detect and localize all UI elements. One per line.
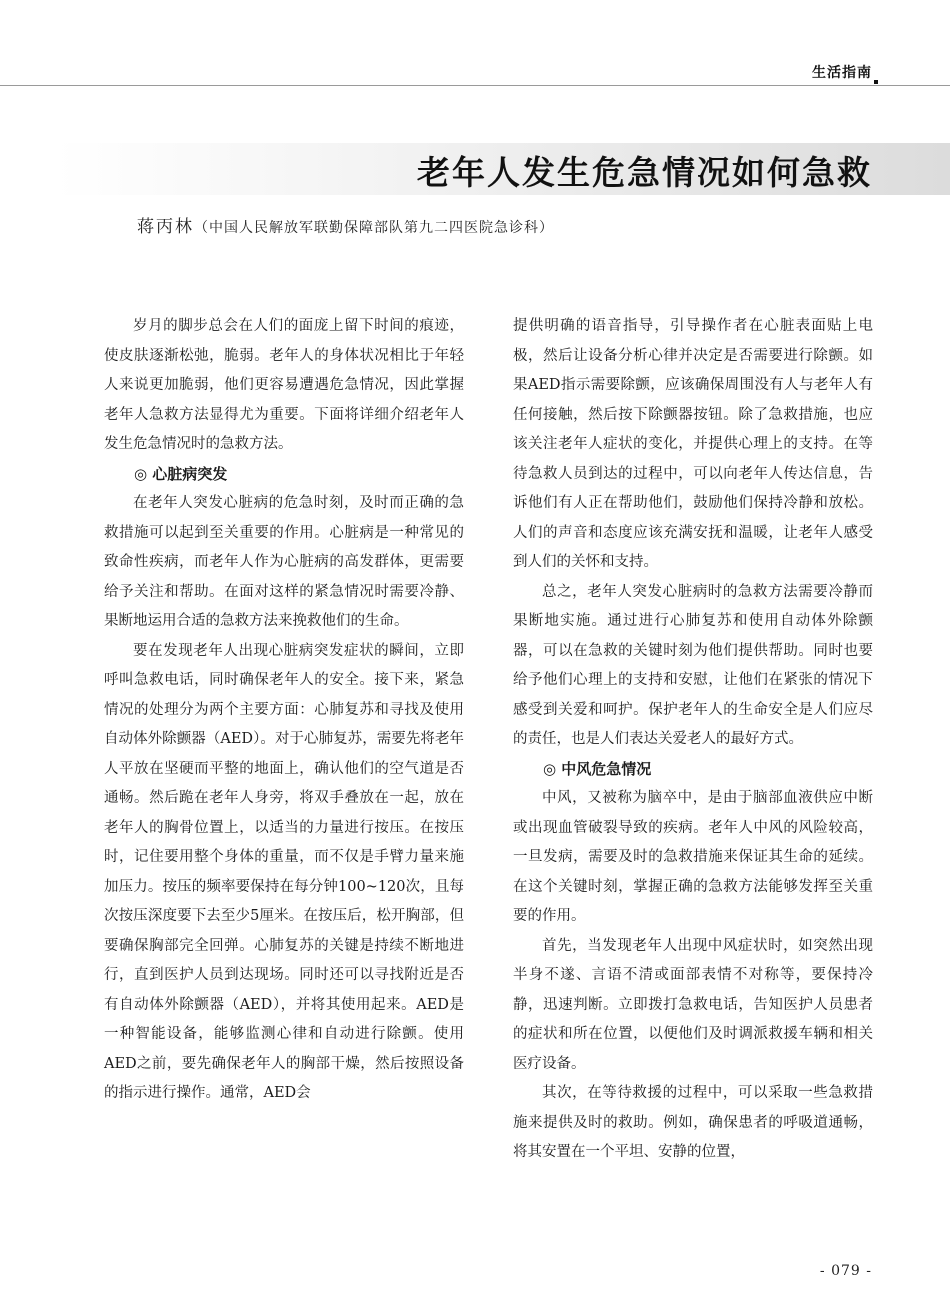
author-name: 蒋丙林 xyxy=(137,217,194,237)
right-column xyxy=(513,312,873,1168)
paragraph: 其次，在等待救援的过程中，可以采取一些急救措施来提供及时的救助。例如，确保患者的呼吸道通畅，将其安置在一个平坦、安静的位置， xyxy=(513,1085,873,1160)
author-affiliation: （中国人民解放军联勤保障部队第九二四医院急诊科） xyxy=(194,220,554,236)
header-rule xyxy=(0,85,950,86)
paragraph: 总之，老年人突发心脏病时的急救方法需要冷静而果断地实施。通过进行心肺复苏和使用自动体外除颤器，可以在急救的关键时刻为他们提供帮助。同时也要给予他们心理上的支持和安慰，让他们在紧张的情况下感受到关爱和呵护。保护老年人的生命安全是人们应尽的责任，也是人们表达关爱老人的最好方式。 xyxy=(513,583,873,747)
paragraph-continued: 提供明确的语音指导，引导操作者在心脏表面贴上电极，然后让设备分析心律并决定是否需要进行除颤。如果AED指示需要除颤，应该确保周围没有人与老年人有任何接触，然后按下除颤器按钮。除了急救措施，也应该关注老年人症状的变化，并提供心理上的支持。在等待急救人员到达的过程中，可以向老年人传达信息，告诉他们有人正在帮助他们，鼓励他们保持冷静和放松。人们的声音和态度应该充满安抚和温暖，让老年人感受到人们的关怀和支持。 xyxy=(513,318,873,570)
paragraph: 中风，又被称为脑卒中，是由于脑部血液供应中断或出现血管破裂导致的疾病。老年人中风的风险较高，一旦发病，需要及时的急救措施来保证其生命的延续。在这个关键时刻，掌握正确的急救方法能够发挥至关重要的作用。 xyxy=(513,790,873,924)
section-marker xyxy=(874,80,878,84)
paragraph: 首先，当发现老年人出现中风症状时，如突然出现半身不遂、言语不清或面部表情不对称等，要保持冷静，迅速判断。立即拨打急救电话，告知医护人员患者的症状和所在位置，以便他们及时调派救援车辆和相关医疗设备。 xyxy=(513,937,873,1072)
author-line xyxy=(137,212,554,237)
section-heading-stroke: ◎ 中风危急情况 xyxy=(543,759,652,778)
section-label: 生活指南 xyxy=(812,65,872,81)
section-heading-heart-disease: ◎ 心脏病突发 xyxy=(134,464,228,483)
left-column xyxy=(104,312,464,1109)
article-title: 老年人发生危急情况如何急救 xyxy=(417,153,872,192)
paragraph: 在老年人突发心脏病的危急时刻，及时而正确的急救措施可以起到至关重要的作用。心脏病是一种常见的致命性疾病，而老年人作为心脏病的高发群体，更需要给予关注和帮助。在面对这样的紧急情况时需要冷静、果断地运用合适的急救方法来挽救他们的生命。 xyxy=(104,495,464,629)
paragraph: 要在发现老年人出现心脏病突发症状的瞬间，立即呼叫急救电话，同时确保老年人的安全。接下来，紧急情况的处理分为两个主要方面：心肺复苏和寻找及使用自动体外除颤器（AED）。对于心肺复苏，需要先将老年人平放在坚硬而平整的地面上，确认他们的空气道是否通畅。然后跪在老年人身旁，将双手叠放在一起，放在老年人的胸骨位置上，以适当的力量进行按压。在按压时，记住要用整个身体的重量，而不仅是手臂力量来施加压力。按压的频率要保持在每分钟100~120次，且每次按压深度要下去至少5厘米。在按压后，松开胸部，但要确保胸部完全回弹。心肺复苏的关键是持续不断地进行，直到医护人员到达现场。同时还可以寻找附近是否有自动体外除颤器（AED），并将其使用起来。AED是一种智能设备，能够监测心律和自动进行除颤。使用AED之前，要先确保老年人的胸部干燥，然后按照设备的指示进行操作。通常，AED会 xyxy=(104,642,464,1101)
paragraph-intro: 岁月的脚步总会在人们的面庞上留下时间的痕迹，使皮肤逐渐松弛，脆弱。老年人的身体状况相比于年轻人来说更加脆弱，他们更容易遭遇危急情况，因此掌握老年人急救方法显得尤为重要。下面将详细介绍老年人发生危急情况时的急救方法。 xyxy=(104,318,464,452)
page-number: - 079 - xyxy=(819,1263,872,1279)
